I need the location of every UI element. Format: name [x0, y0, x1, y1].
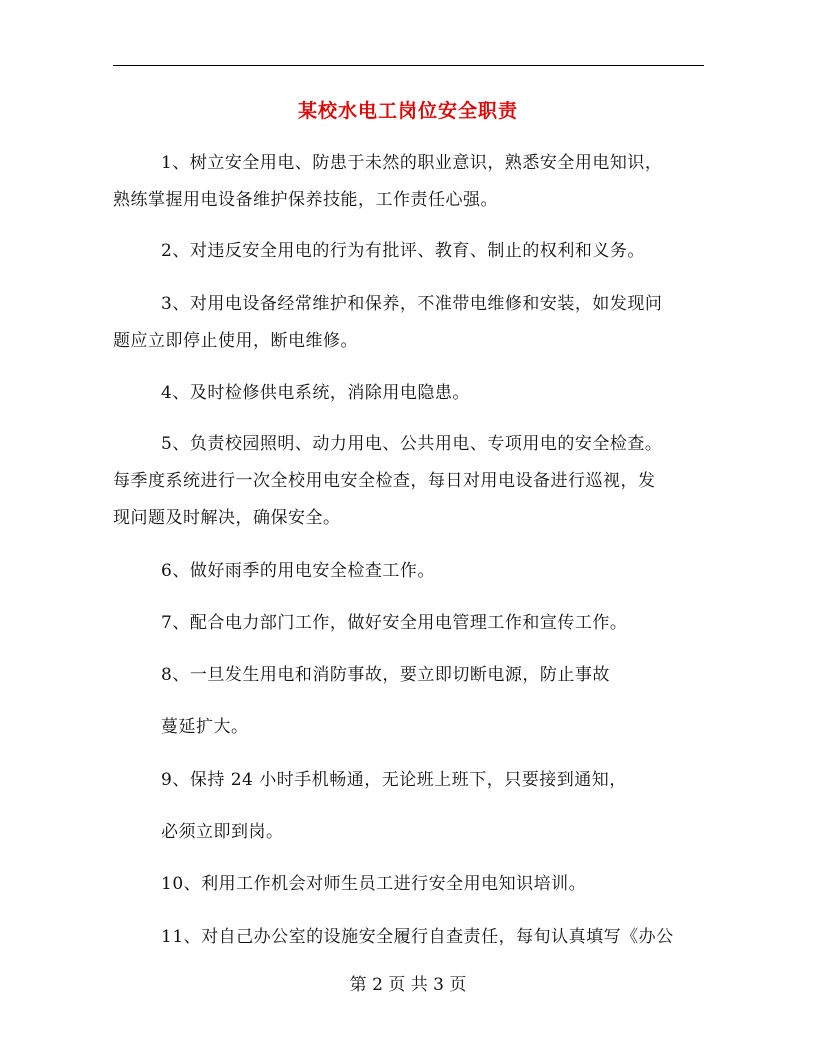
header-rule	[113, 65, 704, 66]
page-footer: 第 2 页 共 3 页	[349, 975, 467, 995]
text-line-7: 5、负责校园照明、动力用电、公共用电、专项用电的安全检查。	[161, 434, 663, 454]
text-line-10: 6、做好雨季的用电安全检查工作。	[161, 561, 435, 581]
text-line-13: 蔓延扩大。	[161, 717, 249, 737]
text-line-4: 3、对用电设备经常维护和保养，不准带电维修和安装，如发现问	[161, 294, 663, 314]
text-line-12: 8、一旦发生用电和消防事故，要立即切断电源，防止事故	[161, 665, 610, 685]
text-line-14: 9、保持 24 小时手机畅通，无论班上班下，只要接到通知，	[161, 770, 627, 790]
text-line-16: 10、利用工作机会对师生员工进行安全用电知识培训。	[161, 874, 587, 894]
text-line-1: 1、树立安全用电、防患于未然的职业意识，熟悉安全用电知识，	[161, 153, 663, 173]
text-line-3: 2、对违反安全用电的行为有批评、教育、制止的权利和义务。	[161, 241, 645, 261]
text-line-2: 熟练掌握用电设备维护保养技能，工作责任心强。	[113, 190, 498, 210]
text-line-11: 7、配合电力部门工作，做好安全用电管理工作和宣传工作。	[161, 613, 628, 633]
text-line-9: 现问题及时解决，确保安全。	[113, 508, 341, 528]
text-line-15: 必须立即到岗。	[161, 822, 284, 842]
document-title: 某校水电工岗位安全职责	[297, 100, 518, 122]
text-line-6: 4、及时检修供电系统，消除用电隐患。	[161, 383, 470, 403]
text-line-8: 每季度系统进行一次全校用电安全检查，每日对用电设备进行巡视，发	[113, 471, 656, 491]
text-line-5: 题应立即停止使用，断电维修。	[113, 331, 358, 351]
text-line-17: 11、对自己办公室的设施安全履行自查责任，每旬认真填写《办公	[161, 927, 674, 947]
